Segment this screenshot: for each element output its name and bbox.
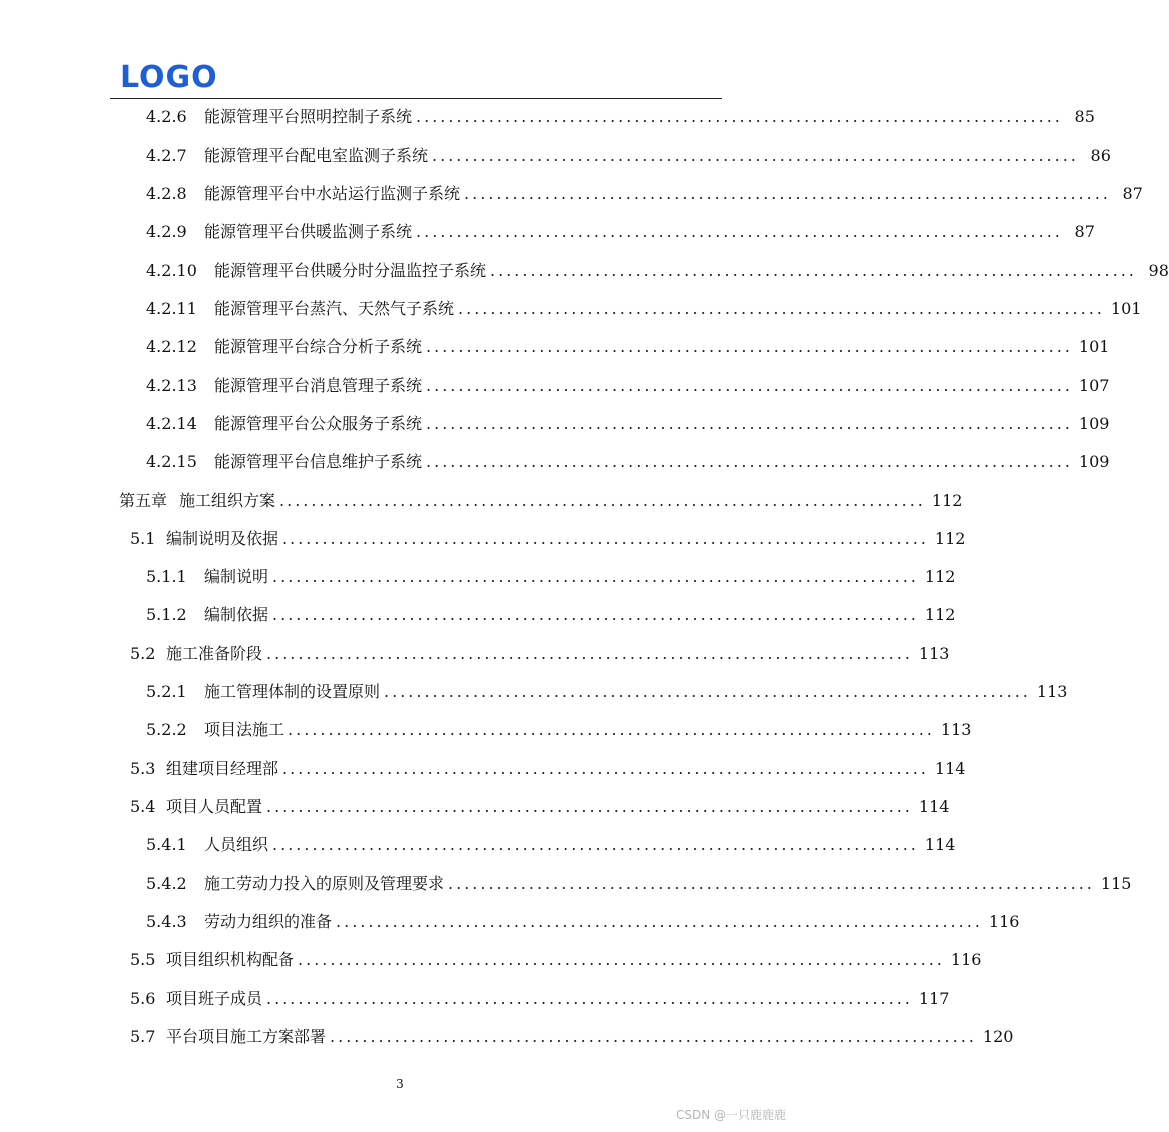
toc-entry[interactable]	[146, 376, 1110, 396]
toc-leader-dots: ................................................................................	[426, 337, 1073, 356]
toc-entry-number: 5.2	[130, 644, 156, 663]
toc-entry-page: 113	[1036, 682, 1068, 701]
toc-entry-title: 组建项目经理部	[166, 759, 279, 778]
toc-entry[interactable]	[146, 146, 1111, 166]
toc-entry-title: 施工准备阶段	[166, 644, 263, 663]
toc-entry-title: 能源管理平台消息管理子系统	[214, 376, 423, 395]
toc-entry-number: 第五章	[119, 491, 168, 510]
toc-entry-page: 114	[924, 835, 956, 854]
toc-leader-dots: ................................................................................	[426, 376, 1073, 395]
toc-entry-page: 85	[1074, 107, 1095, 126]
toc-entry-number: 5.7	[130, 1027, 156, 1046]
toc-entry-title: 劳动力组织的准备	[204, 912, 333, 931]
toc-entry-title: 平台项目施工方案部署	[166, 1027, 327, 1046]
toc-entry[interactable]	[146, 222, 1095, 242]
toc-entry-title: 项目法施工	[204, 720, 285, 739]
toc-entry[interactable]	[130, 529, 966, 549]
toc-entry-page: 116	[950, 950, 982, 969]
toc-entry[interactable]	[130, 797, 950, 817]
logo: LOGO	[120, 60, 218, 95]
toc-entry-title: 能源管理平台信息维护子系统	[214, 452, 423, 471]
toc-leader-dots: ................................................................................	[272, 835, 919, 854]
toc-entry[interactable]	[146, 567, 956, 587]
toc-entry-page: 113	[940, 720, 972, 739]
toc-entry-number: 5.5	[130, 950, 156, 969]
toc-leader-dots: ................................................................................	[272, 605, 919, 624]
toc-entry-page: 117	[918, 989, 950, 1008]
toc-entry-number: 4.2.9	[146, 222, 187, 241]
toc-entry[interactable]	[146, 414, 1110, 434]
toc-entry-title: 能源管理平台供暖监测子系统	[204, 222, 413, 241]
toc-entry[interactable]	[146, 874, 1132, 894]
toc-entry-title: 能源管理平台照明控制子系统	[204, 107, 413, 126]
toc-leader-dots: ................................................................................	[432, 146, 1079, 165]
toc-entry[interactable]	[146, 720, 972, 740]
toc-leader-dots: ................................................................................	[426, 452, 1073, 471]
toc-entry-number: 5.4.3	[146, 912, 187, 931]
toc-entry-page: 116	[988, 912, 1020, 931]
toc-entry-page: 112	[924, 567, 956, 586]
toc-leader-dots: ................................................................................	[458, 299, 1105, 318]
toc-entry-number: 4.2.7	[146, 146, 187, 165]
toc-entry-title: 项目人员配置	[166, 797, 263, 816]
toc-entry-number: 5.4.2	[146, 874, 187, 893]
toc-leader-dots: ................................................................................	[282, 529, 929, 548]
toc-entry-number: 4.2.6	[146, 107, 187, 126]
toc-entry-number: 5.4	[130, 797, 156, 816]
toc-leader-dots: ................................................................................	[266, 644, 913, 663]
toc-entry-number: 5.3	[130, 759, 156, 778]
toc-entry-page: 115	[1100, 874, 1132, 893]
header-divider	[110, 98, 722, 99]
toc-entry[interactable]	[146, 261, 1169, 281]
toc-entry-title: 能源管理平台蒸汽、天然气子系统	[214, 299, 455, 318]
toc-entry[interactable]	[130, 759, 966, 779]
toc-entry[interactable]	[146, 299, 1142, 319]
toc-leader-dots: ................................................................................	[416, 222, 1063, 241]
toc-leader-dots: ................................................................................	[416, 107, 1063, 126]
toc-entry-page: 112	[931, 491, 963, 510]
toc-leader-dots: ................................................................................	[464, 184, 1111, 203]
toc-entry-number: 4.2.14	[146, 414, 197, 433]
toc-entry-number: 5.1.1	[146, 567, 187, 586]
toc-entry-page: 109	[1078, 414, 1110, 433]
toc-entry-page: 109	[1078, 452, 1110, 471]
toc-entry-number: 4.2.13	[146, 376, 197, 395]
toc-entry-title: 能源管理平台中水站运行监测子系统	[204, 184, 461, 203]
toc-leader-dots: ................................................................................	[336, 912, 983, 931]
toc-entry-page: 87	[1122, 184, 1143, 203]
toc-entry-page: 87	[1074, 222, 1095, 241]
toc-entry-number: 4.2.10	[146, 261, 197, 280]
toc-entry-number: 4.2.11	[146, 299, 197, 318]
toc-entry-page: 107	[1078, 376, 1110, 395]
toc-entry-title: 施工管理体制的设置原则	[204, 682, 381, 701]
toc-entry[interactable]	[146, 184, 1143, 204]
toc-entry[interactable]	[146, 107, 1095, 127]
toc-entry-page: 114	[934, 759, 966, 778]
toc-entry-title: 编制说明及依据	[166, 529, 279, 548]
toc-entry[interactable]	[146, 912, 1020, 932]
toc-entry-page: 101	[1078, 337, 1110, 356]
toc-leader-dots: ................................................................................	[272, 567, 919, 586]
toc-entry-title: 能源管理平台供暖分时分温监控子系统	[214, 261, 487, 280]
toc-leader-dots: ................................................................................	[266, 989, 913, 1008]
toc-leader-dots: ................................................................................	[384, 682, 1031, 701]
toc-entry[interactable]	[130, 1027, 1014, 1047]
toc-entry-page: 112	[934, 529, 966, 548]
toc-entry[interactable]	[146, 605, 956, 625]
toc-entry-number: 5.1	[130, 529, 156, 548]
toc-entry-number: 5.1.2	[146, 605, 187, 624]
toc-entry-number: 5.2.1	[146, 682, 187, 701]
toc-leader-dots: ................................................................................	[279, 491, 926, 510]
toc-entry-page: 86	[1090, 146, 1111, 165]
toc-entry-page: 98	[1148, 261, 1169, 280]
toc-leader-dots: ................................................................................	[426, 414, 1073, 433]
toc-leader-dots: ................................................................................	[490, 261, 1137, 280]
toc-leader-dots: ................................................................................	[288, 720, 935, 739]
toc-entry-number: 4.2.8	[146, 184, 187, 203]
toc-entry-title: 能源管理平台综合分析子系统	[214, 337, 423, 356]
toc-entry-title: 施工组织方案	[179, 491, 276, 510]
toc-entry-page: 113	[918, 644, 950, 663]
watermark: CSDN @一只鹿鹿鹿	[675, 1108, 786, 1122]
toc-entry[interactable]	[130, 644, 950, 664]
toc-entry-title: 编制说明	[204, 567, 269, 586]
toc-entry-title: 编制依据	[204, 605, 269, 624]
toc-entry-title: 能源管理平台配电室监测子系统	[204, 146, 429, 165]
toc-leader-dots: ................................................................................	[330, 1027, 977, 1046]
toc-entry[interactable]	[146, 682, 1068, 702]
toc-entry-title: 施工劳动力投入的原则及管理要求	[204, 874, 445, 893]
toc-entry-number: 5.6	[130, 989, 156, 1008]
toc-entry-number: 5.4.1	[146, 835, 187, 854]
toc-entry-title: 能源管理平台公众服务子系统	[214, 414, 423, 433]
toc-entry[interactable]	[146, 835, 956, 855]
toc-leader-dots: ................................................................................	[282, 759, 929, 778]
toc-entry[interactable]	[130, 950, 982, 970]
toc-entry-page: 114	[918, 797, 950, 816]
toc-entry-page: 112	[924, 605, 956, 624]
toc-entry[interactable]	[119, 491, 963, 511]
toc-entry-page: 101	[1110, 299, 1142, 318]
toc-entry[interactable]	[146, 452, 1110, 472]
toc-leader-dots: ................................................................................	[448, 874, 1095, 893]
toc-entry[interactable]	[146, 337, 1110, 357]
toc-entry-number: 5.2.2	[146, 720, 187, 739]
toc-entry-number: 4.2.15	[146, 452, 197, 471]
toc-entry-title: 项目班子成员	[166, 989, 263, 1008]
toc-entry-number: 4.2.12	[146, 337, 197, 356]
toc-entry[interactable]	[130, 989, 950, 1009]
toc-leader-dots: ................................................................................	[266, 797, 913, 816]
toc-entry-page: 120	[982, 1027, 1014, 1046]
toc-entry-title: 项目组织机构配备	[166, 950, 295, 969]
toc-entry-title: 人员组织	[204, 835, 269, 854]
page-number: 3	[396, 1077, 404, 1091]
toc-leader-dots: ................................................................................	[298, 950, 945, 969]
